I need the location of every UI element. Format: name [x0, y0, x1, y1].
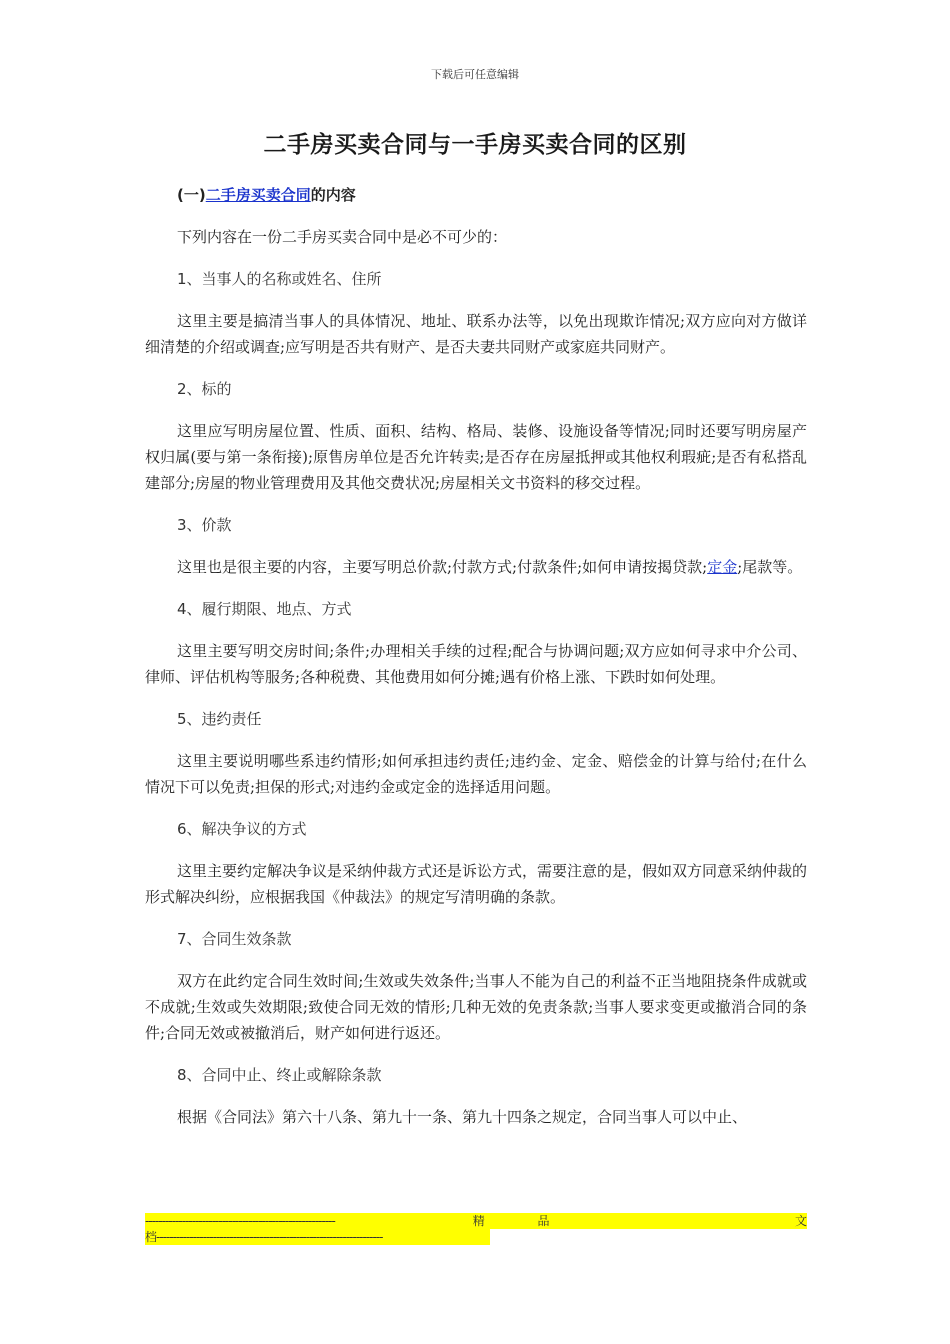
item-text-3-after: ;尾款等。	[737, 558, 803, 576]
item-text-5: 这里主要说明哪些系违约情形;如何承担违约责任;违约金、定金、赔偿金的计算与给付;在什么情况下可以免责;担保的形式;对违约金或定金的选择适用问题。	[145, 752, 807, 796]
footer-spacer	[602, 1213, 742, 1229]
footer-word-2: 品	[537, 1214, 550, 1228]
document-title: 二手房买卖合同与一手房买卖合同的区别	[263, 132, 687, 158]
item-heading-6: 6、解决争议的方式	[177, 820, 307, 838]
document-body	[145, 182, 807, 1146]
section-suffix: 的内容	[310, 186, 356, 204]
deposit-link[interactable]: 定金	[707, 558, 738, 576]
item-text-7: 双方在此约定合同生效时间;生效或失效条件;当事人不能为自己的利益不正当地阻挠条件成就或不成就;生效或失效期限;致使合同无效的情形;几种无效的免责条款;当事人要求变更或撤消合同的条件;合同无效或被撤消后，财产如何进行返还。	[145, 972, 807, 1042]
item-text-2: 这里应写明房屋位置、性质、面积、结构、格局、装修、设施设备等情况;同时还要写明房屋产权归属(要与第一条衔接);原售房单位是否允许转卖;是否存在房屋抵押或其他权利瑕疵;是否有私搭乱建部分;房屋的物业管理费用及其他交费状况;房屋相关文书资料的移交过程。	[145, 422, 807, 492]
item-heading-7: 7、合同生效条款	[177, 930, 292, 948]
item-heading-3: 3、价款	[177, 516, 232, 534]
item-text-1: 这里主要是搞清当事人的具体情况、地址、联系办法等，以免出现欺诈情况;双方应向对方做详细清楚的介绍或调查;应写明是否共有财产、是否夫妻共同财产或家庭共同财产。	[145, 312, 807, 356]
item-text-6: 这里主要约定解决争议是采纳仲裁方式还是诉讼方式，需要注意的是，假如双方同意采纳仲裁的形式解决纠纷，应根据我国《仲裁法》的规定写清明确的条款。	[145, 862, 808, 906]
footer-dashes-left: ---------------------------------------------------------	[145, 1214, 335, 1228]
footer-watermark	[145, 1213, 807, 1249]
section-prefix: (一)	[177, 186, 206, 204]
item-text-3-before: 这里也是很主要的内容，主要写明总价款;付款方式;付款条件;如何申请按揭贷款;	[177, 558, 708, 576]
item-heading-5: 5、违约责任	[177, 710, 262, 728]
intro-paragraph: 下列内容在一份二手房买卖合同中是必不可少的：	[177, 228, 508, 246]
section-link[interactable]: 二手房买卖合同	[205, 186, 311, 204]
item-heading-4: 4、履行期限、地点、方式	[177, 600, 352, 618]
item-text-3	[145, 554, 807, 580]
item-heading-1: 1、当事人的名称或姓名、住所	[177, 270, 382, 288]
item-heading-8: 8、合同中止、终止或解除条款	[177, 1066, 382, 1084]
footer-row-1	[145, 1213, 807, 1229]
footer-dashes-right: --------------------------------------------------------------------	[156, 1230, 383, 1244]
footer-word-4: 档	[145, 1230, 157, 1244]
footer-word-3: 文	[794, 1214, 807, 1228]
header-note: 下载后可任意编辑	[431, 68, 519, 81]
item-text-4: 这里主要写明交房时间;条件;办理相关手续的过程;配合与协调问题;双方应如何寻求中介公司、律师、评估机构等服务;各种税费、其他费用如何分摊;遇有价格上涨、下跌时如何处理。	[145, 642, 807, 686]
item-heading-2: 2、标的	[177, 380, 232, 398]
item-text-8: 根据《合同法》第六十八条、第九十一条、第九十四条之规定，合同当事人可以中止、	[177, 1108, 748, 1126]
footer-word-1: 精	[472, 1214, 485, 1228]
section-heading	[145, 182, 807, 208]
footer-row-2	[145, 1229, 490, 1245]
